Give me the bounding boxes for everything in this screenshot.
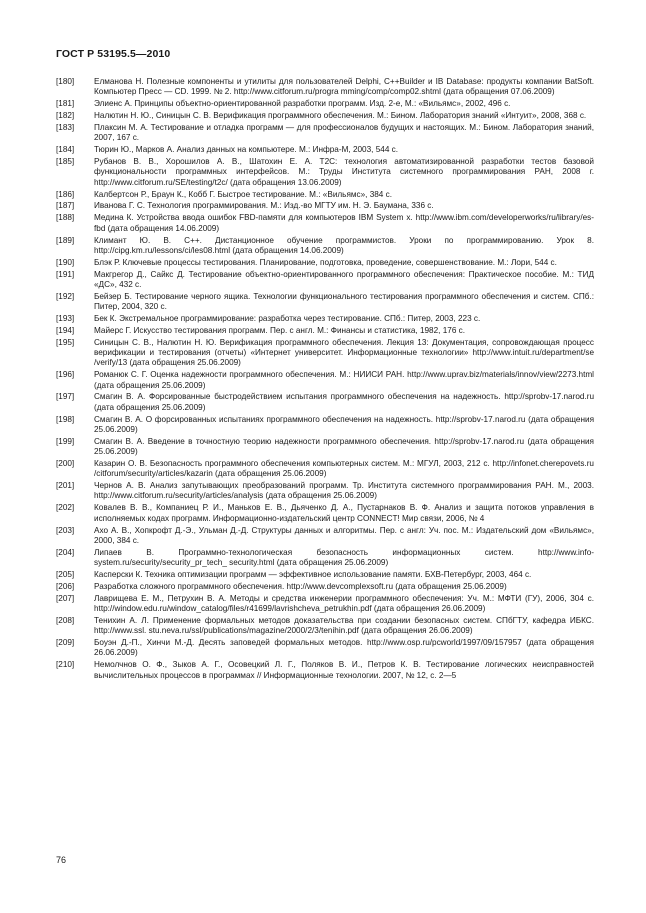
reference-entry bbox=[56, 190, 594, 200]
reference-text: Климант Ю. В. С++. Дистанционное обучение программистов. Уроки по программированию. Урок 8. http://cipg.km.ru/lessons/ci/les08.html (дата обращения 14.06.2009) bbox=[94, 235, 594, 255]
reference-entry bbox=[56, 660, 594, 681]
reference-number: [184] bbox=[56, 145, 75, 155]
reference-text: Налютин Н. Ю., Синицын С. В. Верификация программного обеспечения. М.: Бином. Лаборатория знаний «Интуит», 2008, 368 с. bbox=[94, 111, 587, 121]
reference-number: [207] bbox=[56, 593, 75, 603]
reference-text: Иванова Г. С. Технология программирования. М.: Изд.-во МГТУ им. Н. Э. Баумана, 336 с. bbox=[94, 201, 434, 211]
reference-number: [182] bbox=[56, 111, 75, 121]
reference-entry bbox=[56, 370, 594, 391]
reference-text: Майерс Г. Искусство тестирования программ. Пер. с англ. М.: Финансы и статистика, 1982, 176 с. bbox=[94, 325, 466, 335]
reference-entry bbox=[56, 77, 594, 98]
reference-number: [202] bbox=[56, 503, 75, 513]
reference-text: Калбертсон Р., Браун К., Кобб Г. Быстрое тестирование. М.: «Вильямс», 384 с. bbox=[94, 189, 393, 199]
page-number: 76 bbox=[56, 855, 67, 865]
reference-entry bbox=[56, 570, 594, 580]
reference-number: [196] bbox=[56, 370, 75, 380]
reference-number: [199] bbox=[56, 436, 75, 446]
reference-number: [198] bbox=[56, 414, 75, 424]
reference-text: Медина К. Устройства ввода ошибок FBD-памяти для компьютеров IBM System x. http://www.ibm.com/developerworks/ru/library/es-fbd (дата обращения 14.06.2009) bbox=[94, 213, 594, 233]
reference-number: [204] bbox=[56, 547, 75, 557]
reference-entry bbox=[56, 314, 594, 324]
reference-entry bbox=[56, 99, 594, 109]
reference-entry bbox=[56, 526, 594, 547]
reference-number: [201] bbox=[56, 481, 75, 491]
reference-text: Ковалев В. В., Компаниец Р. И., Маньков Е. В., Дьяченко Д. А., Пустарнаков В. Ф. Анализ и защита потоков управления в исполняемых кодах программ. Информационно-издательский центр CONNECT! Мир связи, 2006, № 4 bbox=[94, 503, 594, 523]
reference-entry bbox=[56, 123, 594, 144]
reference-text: Бек К. Экстремальное программирование: разработка через тестирование. СПб.: Питер, 2003, 223 с. bbox=[94, 313, 481, 323]
reference-number: [194] bbox=[56, 325, 75, 335]
reference-entry bbox=[56, 326, 594, 336]
reference-text: Немолчнов О. Ф., Зыков А. Г., Осовецкий Л. Г., Поляков В. И., Петров К. В. Тестирование логических неисправностей вычислительных процессов в программах // Информационные технологии. 2007, № 12, с. 2—5 bbox=[94, 660, 594, 680]
reference-number: [206] bbox=[56, 581, 75, 591]
reference-entry bbox=[56, 548, 594, 569]
reference-text: Тюрин Ю., Марков А. Анализ данных на компьютере. М.: Инфра-М, 2003, 544 с. bbox=[94, 145, 399, 155]
reference-entry bbox=[56, 213, 594, 234]
reference-entry bbox=[56, 437, 594, 458]
reference-number: [203] bbox=[56, 525, 75, 535]
reference-entry bbox=[56, 459, 594, 480]
reference-text: Тенихин А. Л. Применение формальных методов доказательства при создании безопасных систем. СПбГТУ, кафедра ИБКС. http://www.ssl. stu.neva.ru/ssl/publications/magazine/2000/2/3/tenihin.pdf (дата обращения 26.06.2009) bbox=[94, 615, 594, 636]
reference-entry bbox=[56, 201, 594, 211]
reference-text: Блэк Р. Ключевые процессы тестирования. Планирование, подготовка, проведение, совершенствование. М.: Лори, 544 с. bbox=[94, 257, 557, 267]
reference-text: Касперски К. Техника оптимизации программ — эффективное использование памяти. БХВ-Петербург, 2003, 464 с. bbox=[94, 569, 532, 579]
reference-entry bbox=[56, 145, 594, 155]
reference-text: Ахо А. В., Хопкрофт Д.-Э., Ульман Д.-Д. Структуры данных и алгоритмы. Пер. с англ: Уч. пос. М.: Издательский дом «Вильямс», 2000, 384 с. bbox=[94, 525, 594, 545]
reference-number: [185] bbox=[56, 157, 75, 167]
reference-text: Смагин В. А. Форсированные быстродействием испытания программного обеспечения на надежность. http://sprobv-17.narod.ru (дата обращения 25.06.2009) bbox=[94, 392, 594, 412]
reference-number: [192] bbox=[56, 291, 75, 301]
reference-list bbox=[56, 77, 594, 682]
reference-number: [195] bbox=[56, 337, 75, 347]
document-header: ГОСТ Р 53195.5—2010 bbox=[56, 48, 171, 60]
reference-number: [180] bbox=[56, 77, 75, 86]
reference-entry bbox=[56, 503, 594, 524]
reference-entry bbox=[56, 258, 594, 268]
reference-text: Разработка сложного программного обеспечения. http://www.devcomplexsoft.ru (дата обращения 25.06.2009) bbox=[94, 581, 507, 591]
reference-number: [189] bbox=[56, 235, 75, 245]
reference-entry bbox=[56, 157, 594, 188]
reference-text: Чернов А. В. Анализ запутывающих преобразований программ. Тр. Института системного программирования РАН. М., 2003. http://www.citforum.ru/security/articles/analysis (дата обращения 25.06.2009) bbox=[94, 481, 594, 501]
reference-entry bbox=[56, 292, 594, 313]
reference-number: [190] bbox=[56, 257, 75, 267]
reference-text: Романюк С. Г. Оценка надежности программного обеспечения. М.: НИИСИ РАН. http://www.uprav.biz/materials/innov/view/2273.html (дата обращения 25.06.2009) bbox=[94, 370, 594, 390]
reference-text: Плаксин М. А. Тестирование и отладка программ — для профессионалов будущих и настоящих. М.: Бином. Лаборатория знаний, 2007, 167 с. bbox=[94, 122, 594, 143]
reference-text: Рубанов В. В., Хорошилов А. В., Шатохин Е. А. T2C: технология автоматизированной разработки тестов базовой функциональности программных интерфейсов. М.: Труды Института системного программирования РАН, 2008 г. http://www.citforum.ru/SE/testing/t2c/ (дата обращения 13.06.2009) bbox=[94, 157, 594, 187]
reference-number: [191] bbox=[56, 269, 75, 279]
reference-text: Елманова Н. Полезные компоненты и утилиты для пользователей Delphi, C++Builder и IB Database: продукты компании BatSoft. Компьютер Пресс — CD. 1999. № 2. http://www.citforum.ru/progra mming/comp/comp02.shtml (дата обращения 07.06.2009) bbox=[94, 77, 594, 97]
reference-number: [187] bbox=[56, 201, 75, 211]
reference-number: [197] bbox=[56, 392, 75, 402]
reference-number: [183] bbox=[56, 122, 75, 132]
reference-text: Бейзер Б. Тестирование черного ящика. Технологии функционального тестирования программного обеспечения и систем. СПб.: Питер, 2004, 320 с. bbox=[94, 291, 594, 312]
reference-text: Макгрегор Д., Сайкс Д. Тестирование объектно-ориентированного программного обеспечения: Практическое пособие. М.: ТИД «ДС», 432 с. bbox=[94, 269, 594, 289]
reference-entry bbox=[56, 616, 594, 637]
reference-text: Синицын С. В., Налютин Н. Ю. Верификация программного обеспечения. Лекция 13: Документация, сопровождающая процесс верификации и тестирования (отчеты) «Интернет университет. Информационные технологии» http://www.intuit.ru/department/se /verify/13 (дата обращения 25.06.2009) bbox=[94, 337, 594, 368]
reference-text: Боуэн Д.-П., Хинчи М.-Д. Десять заповедей формальных методов. http://www.osp.ru/pcworld/1997/09/157957 (дата обращения 26.06.2009) bbox=[94, 638, 594, 658]
reference-text: Казарин О. В. Безопасность программного обеспечения компьютерных систем. М.: МГУЛ, 2003, 212 с. http://infonet.cherepovets.ru /citforum/security/articles/kazarin (дата обращения 25.06.2009) bbox=[94, 458, 594, 479]
reference-number: [181] bbox=[56, 99, 75, 109]
reference-entry bbox=[56, 594, 594, 615]
reference-number: [209] bbox=[56, 638, 75, 648]
reference-entry bbox=[56, 481, 594, 502]
reference-text: Лаврищева Е. М., Петрухин В. А. Методы и средства инженерии программного обеспечения: Уч. М.: МФТИ (ГУ), 2006, 304 с. http://window.edu.ru/window_catalog/files/r41699/lavrishcheva_petrukhin.pdf (дата обращения 26.06.2009) bbox=[94, 593, 594, 613]
reference-entry bbox=[56, 392, 594, 413]
reference-text: Элиенс А. Принципы объектно-ориентированной разработки программ. Изд. 2-е, М.: «Вильямс», 2002, 496 с. bbox=[94, 99, 511, 109]
reference-entry bbox=[56, 582, 594, 592]
reference-text: Смагин В. А. О форсированных испытаниях программного обеспечения на надежность. http://sprobv-17.narod.ru (дата обращения 25.06.2009) bbox=[94, 414, 594, 434]
reference-number: [210] bbox=[56, 660, 75, 670]
reference-text: Липаев В. Программно-технологическая безопасность информационных систем. http://www.info-system.ru/security/security_pr_tech_ security.html (дата обращения 25.06.2009) bbox=[94, 547, 594, 568]
reference-entry bbox=[56, 270, 594, 291]
reference-number: [200] bbox=[56, 458, 75, 468]
reference-entry bbox=[56, 111, 594, 121]
reference-entry bbox=[56, 338, 594, 369]
reference-text: Смагин В. А. Введение в точностную теорию надежности программного обеспечения. http://sprobv-17.narod.ru (дата обращения 25.06.2009) bbox=[94, 436, 594, 457]
reference-entry bbox=[56, 236, 594, 257]
reference-number: [188] bbox=[56, 213, 75, 223]
reference-number: [208] bbox=[56, 615, 75, 625]
reference-number: [205] bbox=[56, 569, 75, 579]
reference-number: [186] bbox=[56, 189, 75, 199]
reference-number: [193] bbox=[56, 313, 75, 323]
reference-entry bbox=[56, 638, 594, 659]
reference-entry bbox=[56, 415, 594, 436]
